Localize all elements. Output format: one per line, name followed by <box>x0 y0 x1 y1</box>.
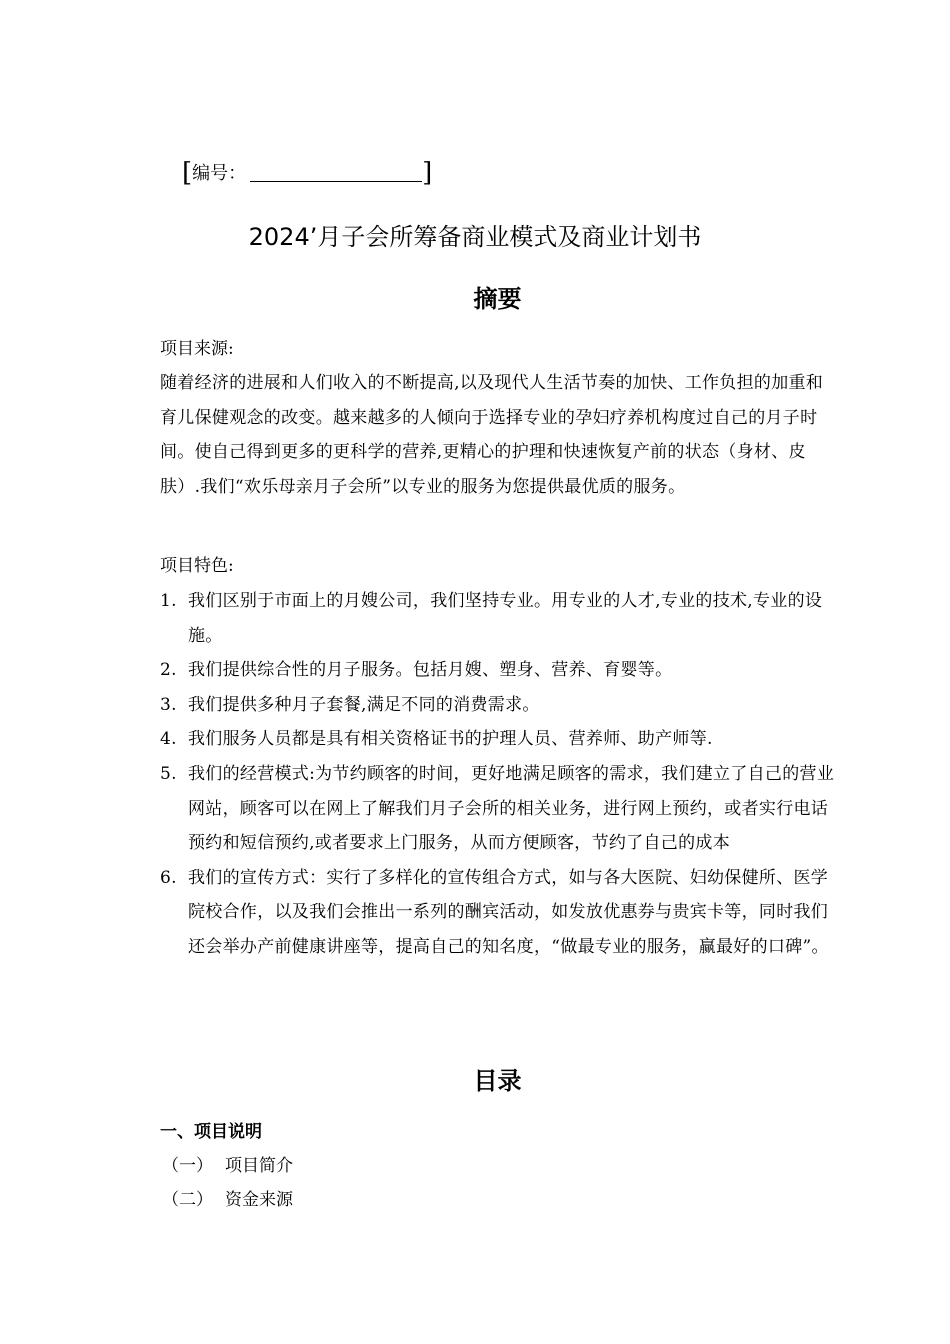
toc-item-number: （二） <box>162 1190 213 1210</box>
toc-item-number: （一） <box>162 1156 213 1176</box>
list-item <box>160 653 840 688</box>
list-item-text: 我们的宣传方式：实行了多样化的宣传组合方式，如与各大医院、妇幼保健所、医学院校合作，以及我们会推出一系列的酬宾活动，如发放优惠券与贵宾卡等，同时我们还会举办产前健康讲座等，提高自己的知名度，“做最专业的服务，赢最好的口碑”。 <box>188 867 829 957</box>
serial-label: 编号： <box>192 163 247 184</box>
list-item-text: 我们提供综合性的月子服务。包括月嫂、塑身、营养、育婴等。 <box>188 660 673 681</box>
list-item-number: 1. <box>160 591 177 611</box>
list-item-number: 6. <box>160 867 177 888</box>
toc-section-heading: 一、项目说明 <box>160 1122 262 1142</box>
features-list <box>160 584 840 965</box>
toc-heading: 目录 <box>473 1067 522 1095</box>
open-bracket: [ <box>182 158 193 188</box>
list-item-text: 我们提供多种月子套餐,满足不同的消费需求。 <box>188 694 540 715</box>
list-item-number: 3. <box>160 694 177 715</box>
toc-item[interactable] <box>162 1185 293 1215</box>
list-item <box>160 861 840 965</box>
toc-item-label: 项目简介 <box>225 1156 293 1176</box>
list-item-number: 5. <box>160 763 177 784</box>
toc-item-label: 资金来源 <box>225 1190 293 1210</box>
list-item <box>160 688 840 723</box>
serial-number-field <box>182 158 432 189</box>
list-item <box>160 722 840 757</box>
list-item-number: 4. <box>160 729 177 750</box>
abstract-heading: 摘要 <box>473 285 522 313</box>
list-item-text: 我们服务人员都是具有相关资格证书的护理人员、营养师、助产师等. <box>188 729 713 750</box>
list-item-text: 我们的经营模式:为节约顾客的时间，更好地满足顾客的需求，我们建立了自己的营业网站，顾客可以在网上了解我们月子会所的相关业务，进行网上预约，或者实行电话预约和短信预约,或者要求上门服务，从而方便顾客，节约了自己的成本 <box>188 763 835 854</box>
document-title: 2024’月子会所筹备商业模式及商业计划书 <box>248 223 702 251</box>
close-bracket: ] <box>422 158 433 188</box>
source-paragraph: 随着经济的进展和人们收入的不断提高,以及现代人生活节奏的加快、工作负担的加重和育儿保健观念的改变。越来越多的人倾向于选择专业的孕妇疗养机构度过自己的月子时间。使自己得到更多的更科学的营养,更精心的护理和快速恢复产前的状态（身材、皮肤）.我们“欢乐母亲月子会所”以专业的服务为您提供最优质的服务。 <box>160 373 824 497</box>
list-item-text: 我们区别于市面上的月嫂公司，我们坚持专业。用专业的人才,专业的技术,专业的设施。 <box>188 591 823 646</box>
source-label: 项目来源: <box>160 339 234 359</box>
serial-blank-line <box>250 159 422 182</box>
features-label: 项目特色: <box>160 556 234 576</box>
toc-item[interactable] <box>162 1151 293 1181</box>
list-item-number: 2. <box>160 660 177 681</box>
list-item <box>160 757 840 861</box>
list-item <box>160 584 840 653</box>
